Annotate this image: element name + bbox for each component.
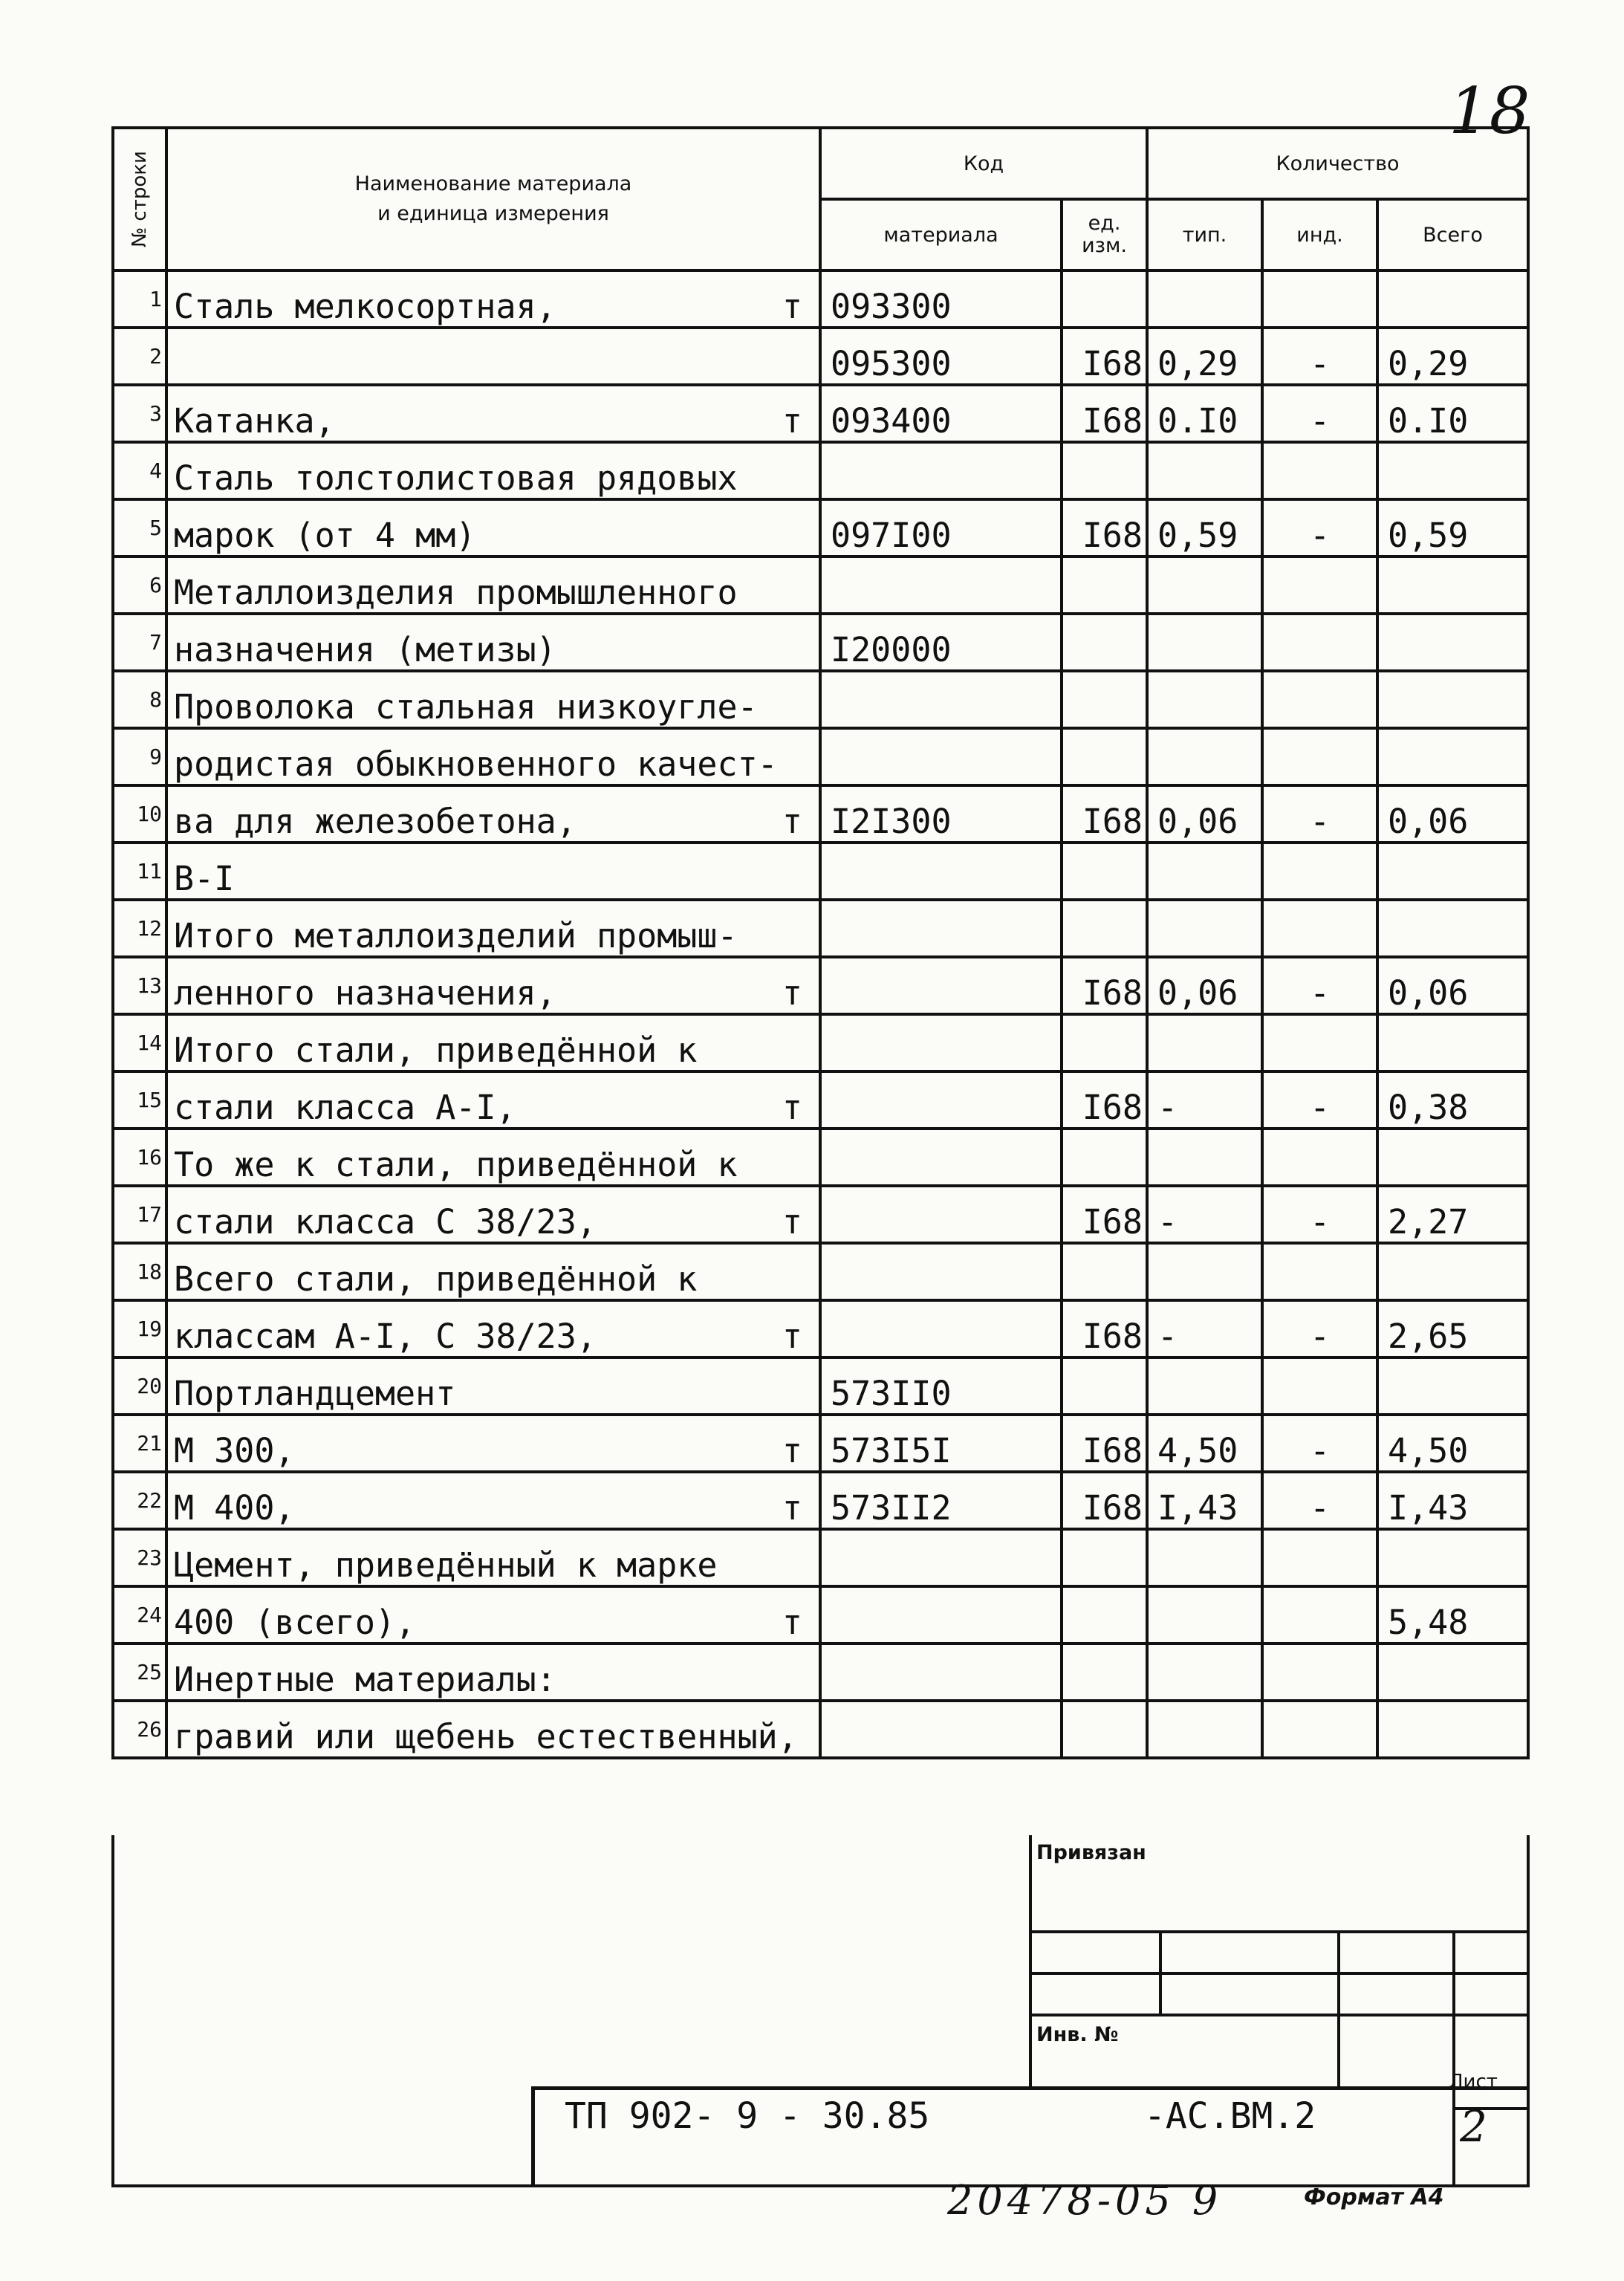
- row-number: 7: [113, 614, 166, 671]
- table-row: [113, 1586, 1528, 1644]
- material-name-cell: [166, 1357, 820, 1415]
- unit-code: I68: [1062, 1415, 1147, 1472]
- quantity-typ: [1147, 900, 1262, 957]
- material-name-cell: [166, 1186, 820, 1243]
- material-name-cell: [166, 1300, 820, 1357]
- material-name-cell: [166, 957, 820, 1014]
- material-name-cell: [166, 1014, 820, 1071]
- quantity-total: [1377, 1129, 1528, 1186]
- quantity-total: [1377, 1701, 1528, 1758]
- quantity-typ: [1147, 1129, 1262, 1186]
- material-name-cell: [166, 1243, 820, 1300]
- material-name: М 300,: [174, 1431, 295, 1470]
- material-unit: т: [782, 1603, 802, 1642]
- unit-code: I68: [1062, 1300, 1147, 1357]
- quantity-total: [1377, 671, 1528, 728]
- material-name: стали класса С 38/23,: [174, 1202, 597, 1242]
- quantity-typ: 0,59: [1147, 499, 1262, 557]
- stamp-title-left: [531, 2086, 535, 2184]
- quantity-ind: [1262, 1529, 1377, 1586]
- material-code: [820, 957, 1062, 1014]
- table-row: [113, 1186, 1528, 1243]
- quantity-ind: -: [1262, 957, 1377, 1014]
- quantity-total: I,43: [1377, 1472, 1528, 1529]
- material-unit: т: [782, 973, 802, 1013]
- material-name-cell: [166, 499, 820, 557]
- quantity-total: 0,06: [1377, 957, 1528, 1014]
- row-number: 11: [113, 843, 166, 900]
- header-total: Всего: [1377, 199, 1528, 270]
- header-code: Код: [820, 128, 1147, 199]
- quantity-ind: [1262, 671, 1377, 728]
- unit-code: [1062, 614, 1147, 671]
- quantity-typ: [1147, 270, 1262, 328]
- table-row: [113, 1472, 1528, 1529]
- bound-label: Привязан: [1036, 1841, 1146, 1864]
- format-label: Формат А4: [1304, 2184, 1444, 2210]
- material-name-cell: [166, 1129, 820, 1186]
- quantity-ind: -: [1262, 1300, 1377, 1357]
- unit-code: [1062, 1129, 1147, 1186]
- stamp-title-top: [531, 2086, 1530, 2090]
- row-number: 19: [113, 1300, 166, 1357]
- row-number: 16: [113, 1129, 166, 1186]
- unit-code: [1062, 557, 1147, 614]
- table-row: [113, 557, 1528, 614]
- material-code: [820, 1129, 1062, 1186]
- unit-code: [1062, 843, 1147, 900]
- material-name-cell: [166, 1644, 820, 1701]
- material-name: классам А-I, С 38/23,: [174, 1317, 597, 1356]
- quantity-typ: [1147, 1014, 1262, 1071]
- table-row: [113, 1357, 1528, 1415]
- material-unit: т: [782, 401, 802, 441]
- quantity-ind: [1262, 1586, 1377, 1644]
- unit-code: I68: [1062, 785, 1147, 843]
- quantity-ind: -: [1262, 1472, 1377, 1529]
- material-name-cell: [166, 385, 820, 442]
- row-number: 12: [113, 900, 166, 957]
- row-number: 6: [113, 557, 166, 614]
- quantity-ind: -: [1262, 1071, 1377, 1129]
- quantity-ind: [1262, 1129, 1377, 1186]
- material-name: Катанка,: [174, 401, 335, 441]
- material-name: В-I: [174, 859, 235, 898]
- quantity-typ: [1147, 843, 1262, 900]
- table-row: [113, 1529, 1528, 1586]
- material-name: Итого стали, приведённой к: [174, 1031, 698, 1070]
- material-name: Инертные материалы:: [174, 1660, 556, 1699]
- row-number: 20: [113, 1357, 166, 1415]
- quantity-ind: [1262, 557, 1377, 614]
- row-number: 15: [113, 1071, 166, 1129]
- quantity-typ: -: [1147, 1186, 1262, 1243]
- quantity-typ: -: [1147, 1300, 1262, 1357]
- material-name-cell: [166, 1529, 820, 1586]
- unit-code: I68: [1062, 385, 1147, 442]
- unit-code: [1062, 900, 1147, 957]
- table-row: [113, 499, 1528, 557]
- quantity-ind: [1262, 1357, 1377, 1415]
- sheet-value: 2: [1460, 2101, 1487, 2152]
- row-number: 17: [113, 1186, 166, 1243]
- table-row: [113, 957, 1528, 1014]
- quantity-ind: [1262, 1243, 1377, 1300]
- unit-code: [1062, 270, 1147, 328]
- row-number: 26: [113, 1701, 166, 1758]
- material-code: [820, 1586, 1062, 1644]
- table-row: [113, 843, 1528, 900]
- quantity-ind: [1262, 843, 1377, 900]
- quantity-total: [1377, 1644, 1528, 1701]
- material-name: Металлоизделия промышленного: [174, 573, 738, 612]
- material-code: [820, 1071, 1062, 1129]
- material-code: [820, 900, 1062, 957]
- material-code: [820, 1243, 1062, 1300]
- material-name-cell: [166, 1701, 820, 1758]
- table-row: [113, 1644, 1528, 1701]
- table-row: [113, 900, 1528, 957]
- material-name-cell: [166, 328, 820, 385]
- row-number: 13: [113, 957, 166, 1014]
- quantity-typ: I,43: [1147, 1472, 1262, 1529]
- quantity-typ: [1147, 671, 1262, 728]
- row-number: 4: [113, 442, 166, 499]
- quantity-total: [1377, 1243, 1528, 1300]
- quantity-total: 0.I0: [1377, 385, 1528, 442]
- materials-table: [111, 126, 1530, 1759]
- unit-code: [1062, 1701, 1147, 1758]
- unit-code: [1062, 1644, 1147, 1701]
- stamp-vline-a: [1159, 1930, 1162, 2015]
- row-number: 23: [113, 1529, 166, 1586]
- material-name: гравий или щебень естественный,: [174, 1717, 798, 1756]
- quantity-typ: 0.I0: [1147, 385, 1262, 442]
- row-number: 25: [113, 1644, 166, 1701]
- row-number: 22: [113, 1472, 166, 1529]
- quantity-total: 2,65: [1377, 1300, 1528, 1357]
- table-row: [113, 442, 1528, 499]
- material-code: [820, 1701, 1062, 1758]
- material-code: 093300: [820, 270, 1062, 328]
- row-number: 5: [113, 499, 166, 557]
- material-name-cell: [166, 671, 820, 728]
- material-name-cell: [166, 785, 820, 843]
- row-number: 21: [113, 1415, 166, 1472]
- material-name-cell: [166, 270, 820, 328]
- quantity-typ: [1147, 442, 1262, 499]
- header-unit-code: ед. изм.: [1062, 199, 1147, 270]
- quantity-total: [1377, 728, 1528, 785]
- material-name-cell: [166, 557, 820, 614]
- unit-code: [1062, 728, 1147, 785]
- material-unit: т: [782, 1202, 802, 1242]
- row-number: 18: [113, 1243, 166, 1300]
- header-ind: инд.: [1262, 199, 1377, 270]
- table-row: [113, 671, 1528, 728]
- material-name: Итого металлоизделий промыш-: [174, 916, 738, 955]
- material-code: [820, 442, 1062, 499]
- quantity-typ: [1147, 557, 1262, 614]
- row-number: 24: [113, 1586, 166, 1644]
- sheet-label: Лист: [1449, 2071, 1498, 2093]
- material-code: [820, 843, 1062, 900]
- stamp-bound-left-line: [1029, 1835, 1032, 2088]
- material-unit: т: [782, 287, 802, 326]
- table-row: [113, 1701, 1528, 1758]
- quantity-ind: -: [1262, 1186, 1377, 1243]
- unit-code: [1062, 1586, 1147, 1644]
- material-code: 095300: [820, 328, 1062, 385]
- quantity-ind: [1262, 900, 1377, 957]
- header-name-line1: Наименование материала: [354, 172, 632, 195]
- quantity-total: [1377, 1014, 1528, 1071]
- material-code: 093400: [820, 385, 1062, 442]
- table-row: [113, 1415, 1528, 1472]
- material-code: [820, 557, 1062, 614]
- material-name: Проволока стальная низкоугле-: [174, 687, 758, 727]
- unit-code: I68: [1062, 499, 1147, 557]
- material-code: [820, 1300, 1062, 1357]
- material-name-cell: [166, 1586, 820, 1644]
- material-code: 573I5I: [820, 1415, 1062, 1472]
- quantity-total: [1377, 900, 1528, 957]
- quantity-ind: [1262, 614, 1377, 671]
- material-name-cell: [166, 1415, 820, 1472]
- row-number: 2: [113, 328, 166, 385]
- material-code: [820, 671, 1062, 728]
- quantity-ind: -: [1262, 385, 1377, 442]
- material-unit: т: [782, 1431, 802, 1470]
- quantity-typ: [1147, 1586, 1262, 1644]
- material-code: [820, 1014, 1062, 1071]
- material-code: [820, 1186, 1062, 1243]
- quantity-typ: 0,06: [1147, 785, 1262, 843]
- inventory-number-label: Инв. №: [1036, 2023, 1119, 2046]
- header-quantity: Количество: [1147, 128, 1528, 199]
- material-name: Сталь мелкосортная,: [174, 287, 556, 326]
- stamp-vline-b: [1337, 1930, 1340, 2088]
- material-name: То же к стали, приведённой к: [174, 1145, 738, 1184]
- sheet-number: 18: [1449, 74, 1530, 149]
- quantity-ind: [1262, 1014, 1377, 1071]
- material-name: Сталь толстолистовая рядовых: [174, 458, 738, 498]
- stamp-vline-c: [1452, 1930, 1455, 2184]
- header-material-name: [166, 128, 820, 270]
- quantity-ind: [1262, 1644, 1377, 1701]
- material-code: [820, 728, 1062, 785]
- header-name-line2: и единица измерения: [377, 202, 609, 225]
- quantity-total: 0,29: [1377, 328, 1528, 385]
- material-code: I2I300: [820, 785, 1062, 843]
- material-code: 573II0: [820, 1357, 1062, 1415]
- quantity-total: 2,27: [1377, 1186, 1528, 1243]
- quantity-ind: [1262, 270, 1377, 328]
- stamp-right-border: [1527, 1835, 1530, 2184]
- material-name: стали класса А-I,: [174, 1088, 516, 1127]
- quantity-ind: [1262, 1701, 1377, 1758]
- row-number: 1: [113, 270, 166, 328]
- material-name-cell: [166, 1472, 820, 1529]
- quantity-typ: [1147, 1644, 1262, 1701]
- material-name-cell: [166, 442, 820, 499]
- material-code: [820, 1529, 1062, 1586]
- table-row: [113, 728, 1528, 785]
- unit-code: [1062, 671, 1147, 728]
- quantity-total: [1377, 557, 1528, 614]
- quantity-total: [1377, 614, 1528, 671]
- unit-code: I68: [1062, 1186, 1147, 1243]
- quantity-total: 0,59: [1377, 499, 1528, 557]
- material-code: 573II2: [820, 1472, 1062, 1529]
- material-unit: т: [782, 1488, 802, 1528]
- table-row: [113, 270, 1528, 328]
- unit-code: I68: [1062, 1472, 1147, 1529]
- material-name: ва для железобетона,: [174, 802, 576, 841]
- quantity-total: [1377, 1357, 1528, 1415]
- header-typ: тип.: [1147, 199, 1262, 270]
- header-row-number: № строки: [113, 128, 166, 270]
- material-code: 097I00: [820, 499, 1062, 557]
- quantity-ind: -: [1262, 785, 1377, 843]
- material-name: Портландцемент: [174, 1374, 456, 1413]
- table-row: [113, 1071, 1528, 1129]
- table-row: [113, 614, 1528, 671]
- material-name-cell: [166, 728, 820, 785]
- unit-code: [1062, 1014, 1147, 1071]
- material-name-cell: [166, 614, 820, 671]
- row-number: 14: [113, 1014, 166, 1071]
- quantity-typ: [1147, 1701, 1262, 1758]
- material-name: 400 (всего),: [174, 1603, 416, 1642]
- row-number: 8: [113, 671, 166, 728]
- quantity-typ: [1147, 1243, 1262, 1300]
- quantity-typ: 4,50: [1147, 1415, 1262, 1472]
- quantity-total: 0,38: [1377, 1071, 1528, 1129]
- quantity-total: [1377, 1529, 1528, 1586]
- unit-code: [1062, 442, 1147, 499]
- material-name: назначения (метизы): [174, 630, 556, 669]
- quantity-total: 0,06: [1377, 785, 1528, 843]
- material-code: I20000: [820, 614, 1062, 671]
- material-unit: т: [782, 802, 802, 841]
- document-designation: ТП 902- 9 - 30.85: [565, 2095, 930, 2137]
- quantity-total: [1377, 843, 1528, 900]
- material-name: марок (от 4 мм): [174, 516, 476, 555]
- material-unit: т: [782, 1317, 802, 1356]
- unit-code: I68: [1062, 328, 1147, 385]
- document-code: -АС.ВМ.2: [1144, 2095, 1316, 2137]
- handwritten-archive-number: 20478-05 9: [947, 2177, 1223, 2224]
- unit-code: I68: [1062, 1071, 1147, 1129]
- material-unit: т: [782, 1088, 802, 1127]
- quantity-ind: -: [1262, 328, 1377, 385]
- material-name-cell: [166, 843, 820, 900]
- material-name: Всего стали, приведённой к: [174, 1259, 698, 1299]
- quantity-ind: [1262, 728, 1377, 785]
- quantity-total: [1377, 270, 1528, 328]
- quantity-ind: [1262, 442, 1377, 499]
- quantity-ind: -: [1262, 499, 1377, 557]
- quantity-total: 4,50: [1377, 1415, 1528, 1472]
- quantity-typ: 0,06: [1147, 957, 1262, 1014]
- material-name-cell: [166, 1071, 820, 1129]
- quantity-typ: 0,29: [1147, 328, 1262, 385]
- quantity-typ: [1147, 614, 1262, 671]
- row-number: 9: [113, 728, 166, 785]
- material-name: ленного назначения,: [174, 973, 556, 1013]
- table-row: [113, 785, 1528, 843]
- quantity-typ: [1147, 1357, 1262, 1415]
- material-code: [820, 1644, 1062, 1701]
- material-name: родистая обыкновенного качест-: [174, 744, 778, 784]
- table-row: [113, 1300, 1528, 1357]
- table-row: [113, 1129, 1528, 1186]
- row-number: 10: [113, 785, 166, 843]
- table-row: [113, 385, 1528, 442]
- unit-code: [1062, 1357, 1147, 1415]
- unit-code: [1062, 1529, 1147, 1586]
- quantity-typ: -: [1147, 1071, 1262, 1129]
- unit-code: [1062, 1243, 1147, 1300]
- table-row: [113, 1243, 1528, 1300]
- unit-code: I68: [1062, 957, 1147, 1014]
- stamp-left-border: [111, 1835, 114, 2184]
- quantity-total: 5,48: [1377, 1586, 1528, 1644]
- header-material-code: материала: [820, 199, 1062, 270]
- quantity-typ: [1147, 728, 1262, 785]
- row-number: 3: [113, 385, 166, 442]
- material-name: Цемент, приведённый к марке: [174, 1545, 718, 1585]
- table-row: [113, 1014, 1528, 1071]
- quantity-total: [1377, 442, 1528, 499]
- material-name: М 400,: [174, 1488, 295, 1528]
- quantity-typ: [1147, 1529, 1262, 1586]
- quantity-ind: -: [1262, 1415, 1377, 1472]
- table-row: [113, 328, 1528, 385]
- material-name-cell: [166, 900, 820, 957]
